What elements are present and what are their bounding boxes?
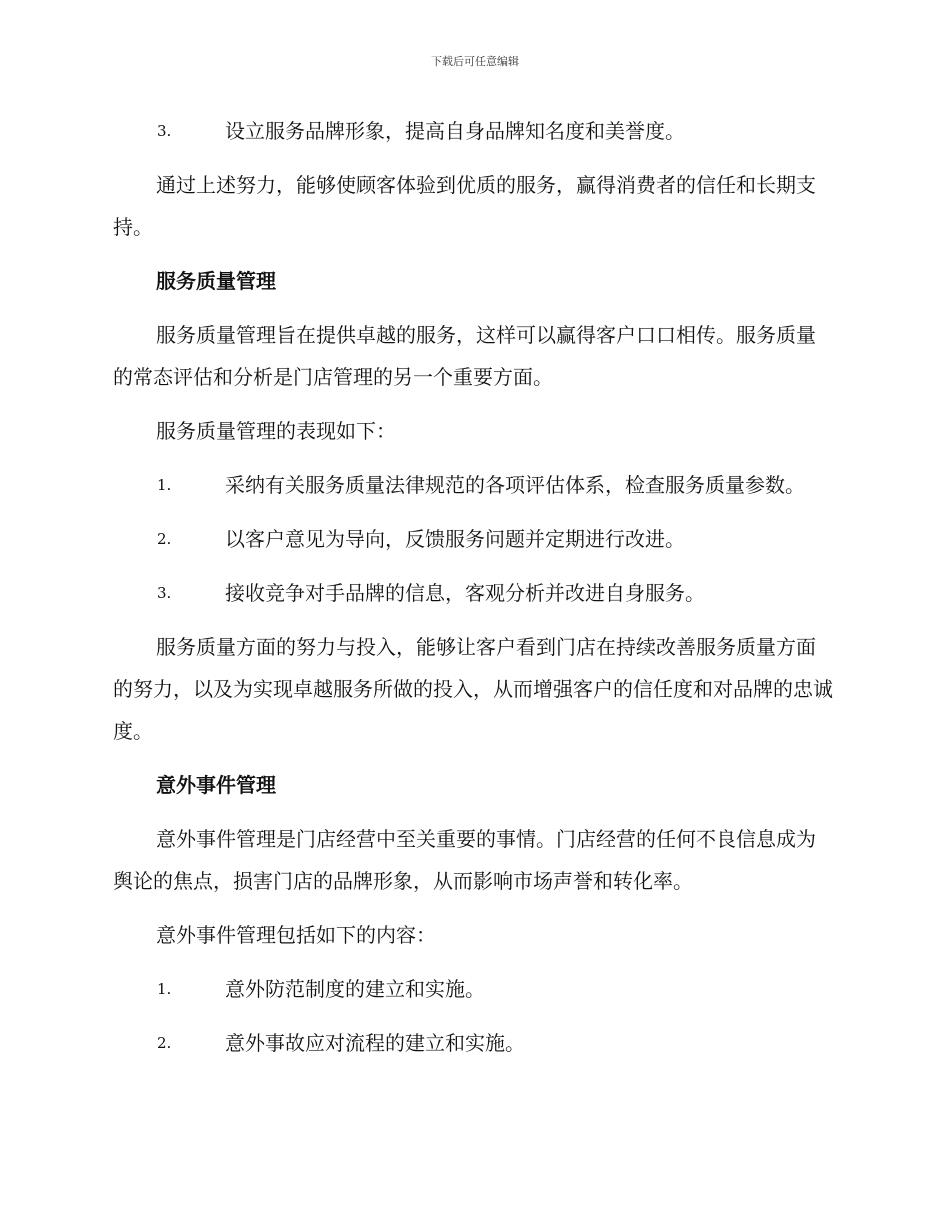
list-text: 采纳有关服务质量法律规范的各项评估体系，检查服务质量参数。 [225, 473, 805, 497]
list-number: 3. [157, 584, 172, 602]
list-number: 1. [157, 476, 172, 494]
list-item [113, 464, 833, 506]
section-heading: 意外事件管理 [156, 773, 276, 797]
list-item [113, 572, 833, 614]
section-heading: 服务质量管理 [156, 269, 276, 293]
list-text: 接收竞争对手品牌的信息，客观分析并改进自身服务。 [225, 581, 705, 605]
header-note: 下载后可任意编辑 [431, 55, 519, 68]
list-number: 1. [157, 980, 172, 998]
list-text: 意外事故应对流程的建立和实施。 [225, 1031, 525, 1055]
document-body [113, 110, 833, 1076]
list-text: 以客户意见为导向，反馈服务问题并定期进行改进。 [225, 527, 685, 551]
paragraph: 服务质量管理旨在提供卓越的服务，这样可以赢得客户口口相传。服务质量的常态评估和分析是门店管理的另一个重要方面。 [113, 323, 816, 389]
paragraph: 意外事件管理是门店经营中至关重要的事情。门店经营的任何不良信息成为舆论的焦点，损害门店的品牌形象，从而影响市场声誉和转化率。 [113, 827, 816, 893]
list-number: 2. [157, 530, 172, 548]
list-number: 2. [157, 1034, 172, 1052]
paragraph: 通过上述努力，能够使顾客体验到优质的服务，赢得消费者的信任和长期支持。 [113, 173, 816, 239]
paragraph: 服务质量方面的努力与投入，能够让客户看到门店在持续改善服务质量方面的努力，以及为实现卓越服务所做的投入，从而增强客户的信任度和对品牌的忠诚度。 [113, 635, 833, 743]
list-item [113, 1022, 833, 1064]
list-text: 设立服务品牌形象，提高自身品牌知名度和美誉度。 [225, 119, 685, 143]
paragraph: 意外事件管理包括如下的内容： [156, 923, 436, 947]
list-text: 意外防范制度的建立和实施。 [225, 977, 485, 1001]
list-item [113, 968, 833, 1010]
list-number: 3. [157, 122, 172, 140]
paragraph: 服务质量管理的表现如下： [156, 419, 396, 443]
list-item [113, 518, 833, 560]
list-item [113, 110, 833, 152]
